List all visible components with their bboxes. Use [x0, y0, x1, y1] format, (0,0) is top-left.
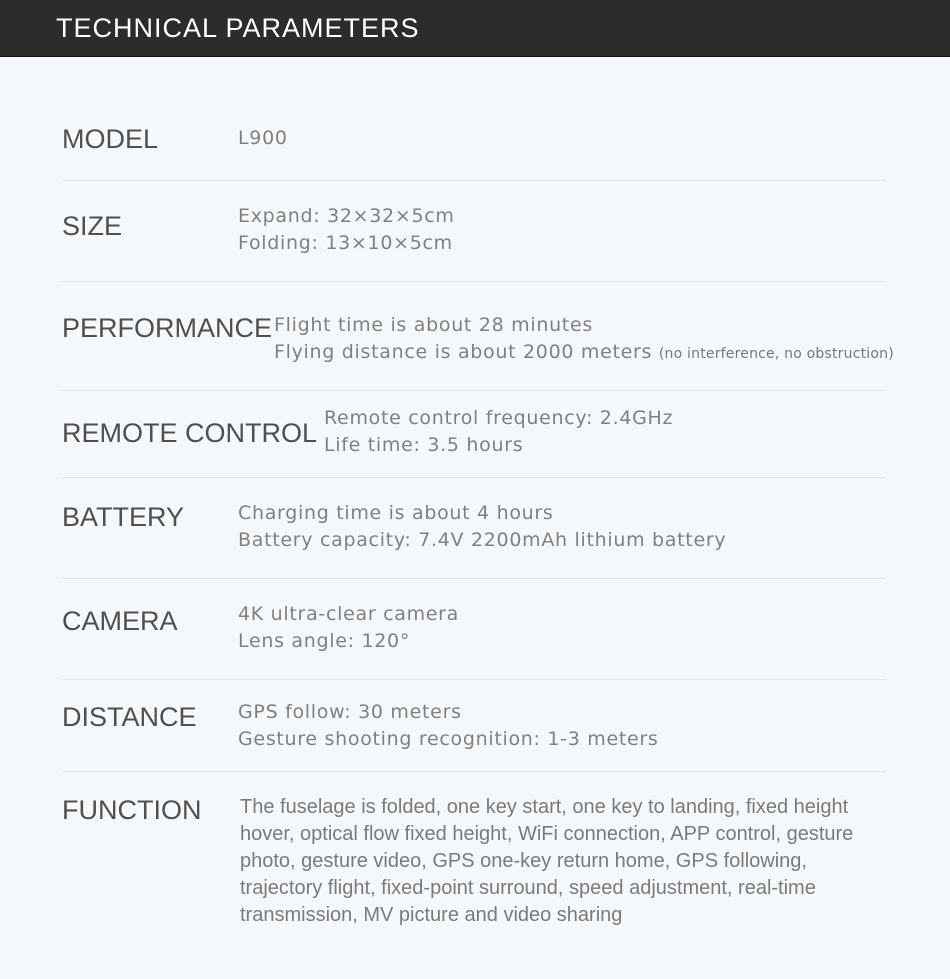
row-label-battery: BATTERY: [62, 502, 185, 532]
divider: [62, 679, 886, 680]
row-value-size: [238, 203, 455, 257]
row-label-size: SIZE: [62, 211, 123, 241]
value-line: L900: [238, 127, 288, 149]
row-value-distance: [238, 699, 658, 753]
row-value-remote-control: [324, 405, 673, 459]
divider: [62, 578, 886, 579]
row-label-distance: DISTANCE: [62, 702, 197, 732]
value-line: Gesture shooting recognition: 1-3 meters: [238, 728, 659, 750]
row-label-model: MODEL: [62, 124, 159, 154]
row-value-camera: [238, 601, 459, 655]
value-line: Life time: 3.5 hours: [324, 434, 524, 456]
value-note: (no interference, no obstruction): [658, 346, 894, 362]
value-line: [274, 339, 894, 368]
row-value-battery: [238, 500, 726, 554]
page-title: TECHNICAL PARAMETERS: [56, 13, 420, 43]
divider: [62, 180, 886, 181]
value-line: Expand: 32×32×5cm: [238, 205, 455, 227]
divider: [62, 477, 886, 478]
row-label-performance: PERFORMANCE: [62, 313, 273, 343]
divider: [62, 281, 886, 282]
value-line: Flight time is about 28 minutes: [274, 314, 593, 336]
header-bar: [0, 0, 950, 57]
row-label-camera: CAMERA: [62, 606, 178, 636]
value-line: Remote control frequency: 2.4GHz: [324, 407, 674, 429]
value-line: 4K ultra-clear camera: [238, 603, 460, 625]
row-label-function: FUNCTION: [62, 795, 202, 825]
value-line: Folding: 13×10×5cm: [238, 232, 453, 254]
row-value-performance: [274, 312, 894, 368]
value-line-text: Flying distance is about 2000 meters: [274, 341, 653, 363]
value-line: Lens angle: 120°: [238, 630, 411, 652]
divider: [62, 771, 886, 772]
row-value-model: [238, 125, 288, 152]
value-line: GPS follow: 30 meters: [238, 701, 462, 723]
divider: [62, 390, 886, 391]
row-label-remote-control: REMOTE CONTROL: [62, 418, 318, 448]
value-line: Battery capacity: 7.4V 2200mAh lithium battery: [238, 529, 727, 551]
value-line: Charging time is about 4 hours: [238, 502, 554, 524]
row-value-function: The fuselage is folded, one key start, one key to landing, fixed height hover, optical flow fixed height, WiFi connection, APP control, gesture photo, gesture video, GPS one-key return home, GPS following, trajectory flight, fixed-point surround, speed adjustment, real-time transmission, MV picture and video sharing: [240, 796, 854, 926]
